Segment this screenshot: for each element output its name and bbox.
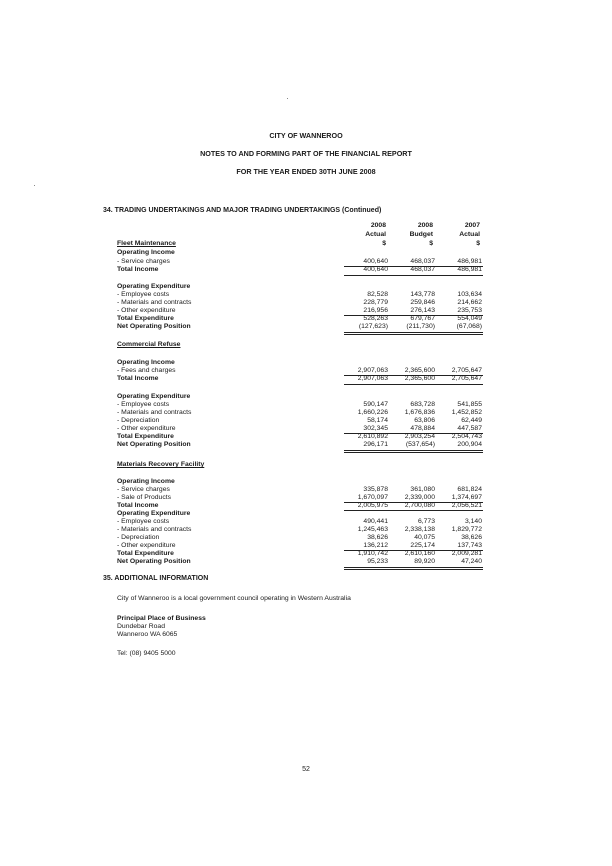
value-cell: 541,855: [457, 401, 482, 408]
value-cell: 82,528: [367, 291, 388, 298]
value-cell: 400,640: [363, 266, 388, 273]
scan-speck: [287, 98, 288, 99]
value-cell: 478,884: [410, 425, 435, 432]
value-cell: 62,449: [461, 417, 482, 424]
value-cell: 2,339,000: [404, 494, 435, 501]
row-label: Total Expenditure: [117, 433, 174, 440]
row-label: - Other expenditure: [117, 307, 176, 314]
value-cell: 1,670,097: [357, 494, 388, 501]
value-cell: 1,676,836: [404, 409, 435, 416]
value-cell: 143,778: [410, 291, 435, 298]
value-cell: 554,049: [457, 315, 482, 322]
value-cell: 2,365,600: [404, 367, 435, 374]
row-label: - Sale of Products: [117, 494, 172, 501]
row-label: Net Operating Position: [117, 323, 191, 330]
value-cell: 681,824: [457, 486, 482, 493]
value-cell: 228,779: [363, 299, 388, 306]
value-cell: 1,829,772: [451, 526, 482, 533]
row-label: Operating Income: [117, 249, 175, 256]
value-cell: 6,773: [417, 518, 435, 525]
value-cell: 2,005,975: [357, 502, 388, 509]
value-cell: 2,705,647: [451, 367, 482, 374]
row-label: - Fees and charges: [117, 367, 176, 374]
value-cell: 302,345: [363, 425, 388, 432]
col1-year: 2008: [370, 222, 386, 229]
address-line-2: Wanneroo WA 6065: [117, 631, 178, 638]
value-cell: 214,662: [457, 299, 482, 306]
value-cell: 1,245,463: [357, 526, 388, 533]
place-of-business-title: Principal Place of Business: [117, 615, 206, 622]
col3-type: Actual: [459, 231, 480, 238]
row-label: - Employee costs: [117, 401, 170, 408]
col2-year: 2008: [417, 222, 433, 229]
intro-text: City of Wanneroo is a local government council operating in Western Australia: [117, 595, 351, 602]
value-cell: 2,907,063: [357, 375, 388, 382]
value-cell: 2,610,892: [357, 433, 388, 440]
value-cell: 2,903,254: [404, 433, 435, 440]
row-label: Operating Expenditure: [117, 393, 191, 400]
value-cell: 486,981: [457, 258, 482, 265]
org-name: CITY OF WANNEROO: [269, 131, 343, 140]
value-cell: 1,660,226: [357, 409, 388, 416]
value-cell: 528,263: [363, 315, 388, 322]
value-cell: 136,212: [363, 542, 388, 549]
row-label: Total Income: [117, 375, 159, 382]
value-cell: 679,767: [410, 315, 435, 322]
double-rule: [344, 332, 483, 335]
row-label: - Depreciation: [117, 417, 160, 424]
row-label: - Employee costs: [117, 518, 170, 525]
address-line-1: Dundebar Road: [117, 623, 165, 630]
value-cell: (537,654): [405, 441, 435, 448]
value-cell: 200,904: [457, 441, 482, 448]
total-rule: [344, 275, 483, 276]
value-cell: 361,080: [410, 486, 435, 493]
row-label: Operating Income: [117, 359, 175, 366]
value-cell: 63,806: [414, 417, 435, 424]
value-cell: 2,610,160: [404, 550, 435, 557]
report-period: FOR THE YEAR ENDED 30TH JUNE 2008: [236, 167, 376, 176]
value-cell: 400,640: [363, 258, 388, 265]
page-number: 52: [302, 766, 310, 773]
value-cell: 58,174: [367, 417, 388, 424]
col3-unit: $: [476, 240, 480, 247]
row-label: - Materials and contracts: [117, 526, 192, 533]
row-label: Operating Income: [117, 478, 175, 485]
value-cell: 40,075: [414, 534, 435, 541]
value-cell: 335,878: [363, 486, 388, 493]
telephone: Tel: (08) 9405 5000: [117, 650, 176, 657]
row-label: - Depreciation: [117, 534, 160, 541]
row-label: Net Operating Position: [117, 558, 191, 565]
value-cell: 38,626: [461, 534, 482, 541]
row-label: Total Expenditure: [117, 315, 174, 322]
value-cell: 225,174: [410, 542, 435, 549]
section-title-fleet-maintenance: Fleet Maintenance: [117, 240, 176, 247]
value-cell: 38,626: [367, 534, 388, 541]
col1-type: Actual: [365, 231, 386, 238]
value-cell: 103,634: [457, 291, 482, 298]
col2-type: Budget: [409, 231, 433, 238]
value-cell: 259,846: [410, 299, 435, 306]
section-title-materials-recovery-facility: Materials Recovery Facility: [117, 461, 205, 468]
row-label: - Service charges: [117, 258, 170, 265]
value-cell: (67,068): [456, 323, 482, 330]
value-cell: (211,730): [406, 323, 435, 330]
note-34-heading: 34. TRADING UNDERTAKINGS AND MAJOR TRADING UNDERTAKINGS (Continued): [103, 207, 382, 214]
value-cell: 47,240: [461, 558, 482, 565]
row-label: - Materials and contracts: [117, 409, 192, 416]
report-title: NOTES TO AND FORMING PART OF THE FINANCIAL REPORT: [200, 149, 412, 158]
total-rule: [344, 384, 483, 385]
value-cell: (127,623): [358, 323, 388, 330]
value-cell: 490,441: [363, 518, 388, 525]
value-cell: 468,037: [410, 258, 435, 265]
value-cell: 2,365,600: [404, 375, 435, 382]
value-cell: 95,233: [367, 558, 388, 565]
value-cell: 2,056,521: [451, 502, 482, 509]
row-label: Net Operating Position: [117, 441, 191, 448]
value-cell: 216,956: [363, 307, 388, 314]
value-cell: 3,140: [464, 518, 482, 525]
col1-unit: $: [382, 240, 386, 247]
row-label: Total Income: [117, 502, 159, 509]
value-cell: 590,147: [363, 401, 388, 408]
value-cell: 1,910,742: [357, 550, 388, 557]
value-cell: 2,907,063: [357, 367, 388, 374]
value-cell: 2,504,743: [451, 433, 482, 440]
value-cell: 2,705,647: [451, 375, 482, 382]
value-cell: 468,037: [410, 266, 435, 273]
value-cell: 486,981: [457, 266, 482, 273]
double-rule: [344, 450, 483, 453]
total-rule: [344, 510, 483, 511]
value-cell: 276,143: [410, 307, 435, 314]
row-label: - Materials and contracts: [117, 299, 192, 306]
row-label: Total Income: [117, 266, 159, 273]
value-cell: 2,009,281: [451, 550, 482, 557]
row-label: Operating Expenditure: [117, 283, 191, 290]
row-label: - Other expenditure: [117, 425, 176, 432]
row-label: Total Expenditure: [117, 550, 174, 557]
scan-speck: [34, 185, 35, 186]
row-label: - Other expenditure: [117, 542, 176, 549]
note-35-heading: 35. ADDITIONAL INFORMATION: [103, 575, 209, 582]
value-cell: 296,171: [363, 441, 388, 448]
value-cell: 1,452,852: [451, 409, 482, 416]
value-cell: 2,338,138: [404, 526, 435, 533]
value-cell: 235,753: [457, 307, 482, 314]
value-cell: 1,374,697: [451, 494, 482, 501]
value-cell: 137,743: [457, 542, 482, 549]
col3-year: 2007: [464, 222, 480, 229]
row-label: - Service charges: [117, 486, 170, 493]
value-cell: 683,728: [410, 401, 435, 408]
double-rule: [344, 567, 483, 570]
value-cell: 447,587: [457, 425, 482, 432]
value-cell: 89,920: [414, 558, 435, 565]
value-cell: 2,700,080: [404, 502, 435, 509]
row-label: Operating Expenditure: [117, 510, 191, 517]
col2-unit: $: [429, 240, 433, 247]
row-label: - Employee costs: [117, 291, 170, 298]
section-title-commercial-refuse: Commercial Refuse: [117, 341, 181, 348]
